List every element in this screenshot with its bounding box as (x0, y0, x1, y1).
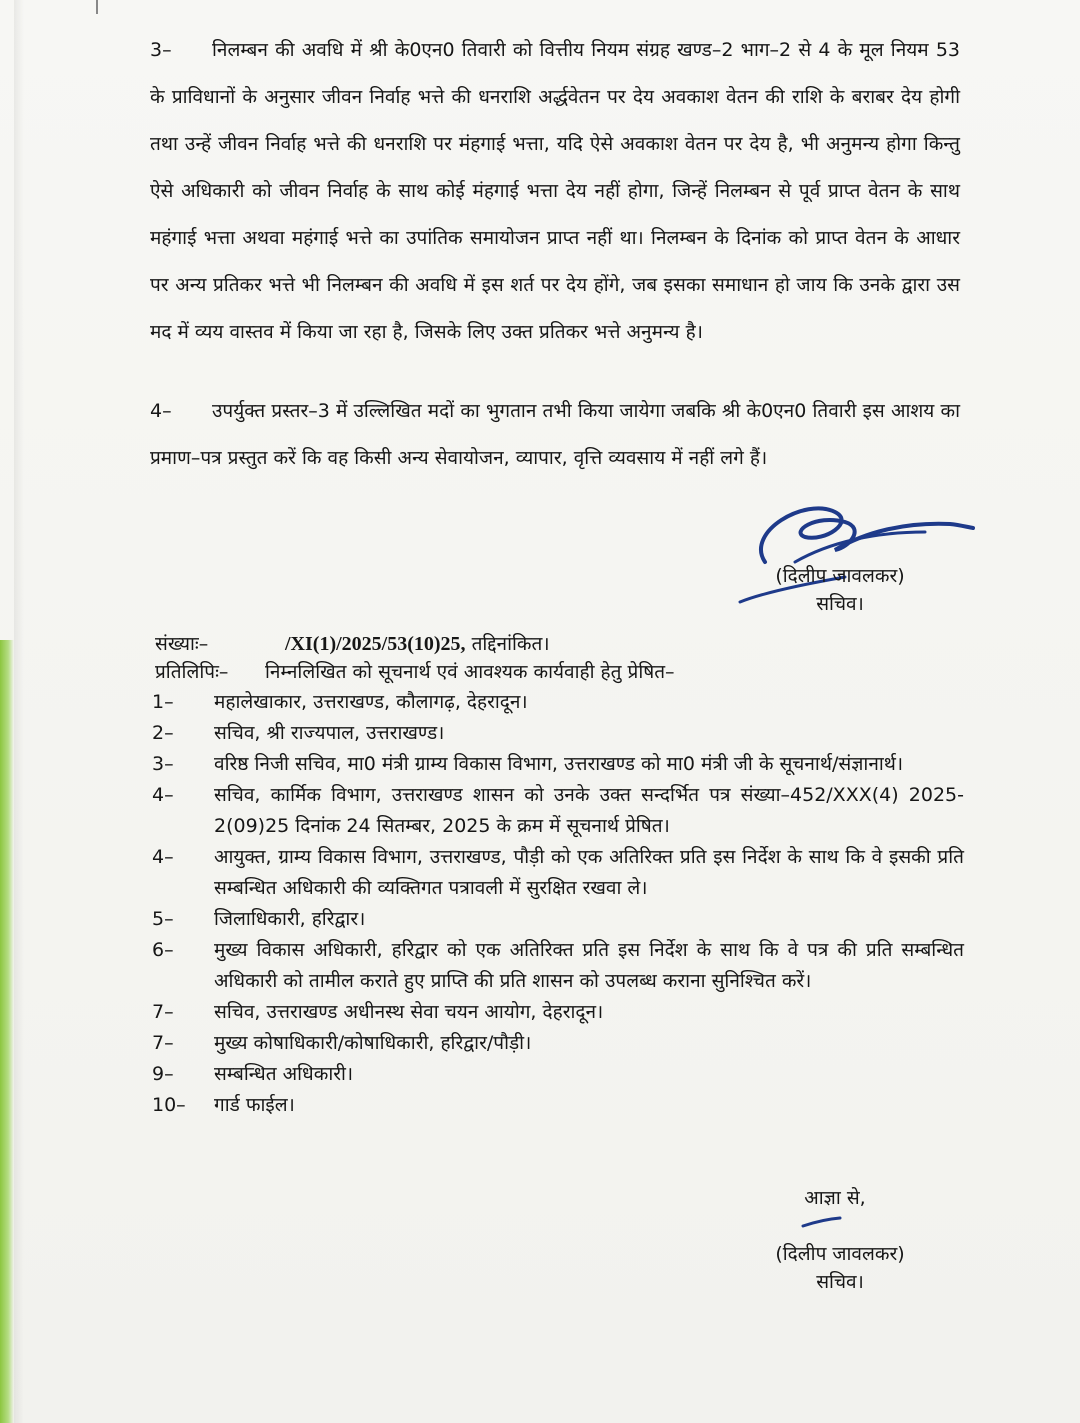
signature-block-2 (755, 1240, 925, 1296)
list-item (152, 842, 964, 904)
list-item (152, 1028, 964, 1059)
list-item (152, 997, 964, 1028)
list-text: सचिव, उत्तराखण्ड अधीनस्थ सेवा चयन आयोग, देहरादून। (214, 1001, 604, 1023)
green-edge-strip (0, 640, 14, 1423)
paragraph-number: 3– (150, 39, 172, 61)
list-text: सचिव, श्री राज्यपाल, उत्तराखण्ड। (214, 722, 445, 744)
list-text: वरिष्ठ निजी सचिव, मा0 मंत्री ग्राम्य विकास विभाग, उत्तराखण्ड को मा0 मंत्री जी के सूचनार्थ/संज्ञानार्थ। (214, 753, 904, 775)
reference-line (155, 630, 550, 656)
fold-shadow (14, 0, 24, 1423)
paragraph-text: निलम्बन की अवधि में श्री के0एन0 तिवारी को वित्तीय नियम संग्रह खण्ड–2 भाग–2 से 4 के मूल नियम 53 के प्राविधानों के अनुसार जीवन निर्वाह भत्ते की धनराशि अर्द्धवेतन पर देय अवकाश वेतन की राशि के बराबर देय होगी तथा उन्हें जीवन निर्वाह भत्ते की धनराशि पर मंहगाई भत्ता, यदि ऐसे अवकाश वेतन पर देय है, भी अनुमन्य होगा किन्तु ऐसे अधिकारी को जीवन निर्वाह के साथ कोई मंहगाई भत्ता देय नहीं होगा, जिन्हें निलम्बन से पूर्व प्राप्त वेतन के साथ महंगाई भत्ता अथवा महंगाई भत्ते का उपांतिक समायोजन प्राप्त नहीं था। निलम्बन के दिनांक को प्राप्त वेतन के आधार पर अन्य प्रतिकर भत्ते भी निलम्बन की अवधि में इस शर्त पर देय होंगे, जब इसका समाधान हो जाय कि उनके द्वारा उस मद में व्यय वास्तव में किया जा रहा है, जिसके लिए उक्त प्रतिकर भत्ते अनुमन्य है। (150, 39, 960, 343)
list-text: महालेखाकार, उत्तराखण्ड, कौलागढ़, देहरादून। (214, 691, 528, 713)
reference-label: संख्याः– (155, 633, 209, 655)
recipient-list (152, 687, 964, 1121)
list-text: सम्बन्धित अधिकारी। (214, 1063, 354, 1085)
list-number: 4– (152, 846, 174, 868)
list-number: 3– (152, 753, 174, 775)
list-number: 1– (152, 691, 174, 713)
copy-label: प्रतिलिपिः– (155, 661, 229, 683)
list-item (152, 780, 964, 842)
copy-text: निम्नलिखित को सूचनार्थ एवं आवश्यक कार्यवाही हेतु प्रेषित– (265, 661, 675, 683)
order-text: आज्ञा से, (804, 1187, 866, 1209)
top-mark (96, 0, 98, 14)
list-text: जिलाधिकारी, हरिद्वार। (214, 908, 366, 930)
paragraph-number: 4– (150, 400, 172, 422)
list-text: गार्ड फाईल। (214, 1094, 295, 1116)
list-text: मुख्य कोषाधिकारी/कोषाधिकारी, हरिद्वार/पौड़ी। (214, 1032, 532, 1054)
list-number: 9– (152, 1063, 174, 1085)
list-item (152, 749, 964, 780)
signatory-name: (दिलीप जावलकर) (775, 1243, 905, 1265)
list-item (152, 1059, 964, 1090)
reference-number: /XI(1)/2025/53(10)25, (285, 633, 466, 655)
list-number: 7– (152, 1032, 174, 1054)
list-item (152, 935, 964, 997)
paragraph-3 (150, 27, 960, 356)
reference-suffix: तद्दिनांकित। (471, 633, 550, 655)
list-number: 2– (152, 722, 174, 744)
list-item (152, 1090, 964, 1121)
paragraph-4 (150, 388, 960, 482)
list-number: 4– (152, 784, 174, 806)
list-item (152, 904, 964, 935)
list-text: मुख्य विकास अधिकारी, हरिद्वार को एक अतिरिक्त प्रति इस निर्देश के साथ कि वे पत्र की प्रति सम्बन्धित अधिकारी को तामील कराते हुए प्राप्ति की प्रति शासन को उपलब्ध कराना सुनिश्चित करें। (214, 939, 964, 992)
list-item (152, 687, 964, 718)
list-number: 5– (152, 908, 174, 930)
list-text: आयुक्त, ग्राम्य विकास विभाग, उत्तराखण्ड, पौड़ी को एक अतिरिक्त प्रति इस निर्देश के साथ कि वे इसकी प्रति सम्बन्धित अधिकारी की व्यक्तिगत पत्रावली में सुरक्षित रखवा ले। (214, 846, 964, 899)
signatory-designation: सचिव। (816, 1271, 864, 1293)
list-number: 10– (152, 1094, 186, 1116)
list-item (152, 718, 964, 749)
list-number: 7– (152, 1001, 174, 1023)
copy-line (155, 658, 675, 684)
signatory-designation: सचिव। (816, 593, 864, 615)
signature-block (755, 562, 925, 618)
paragraph-text: उपर्युक्त प्रस्तर–3 में उल्लिखित मदों का भुगतान तभी किया जायेगा जबकि श्री के0एन0 तिवारी इस आशय का प्रमाण–पत्र प्रस्तुत करें कि वह किसी अन्य सेवायोजन, व्यापार, वृत्ति व्यवसाय में नहीं लगे हैं। (150, 400, 960, 469)
initial-mark (800, 1214, 845, 1230)
list-number: 6– (152, 939, 174, 961)
list-text: सचिव, कार्मिक विभाग, उत्तराखण्ड शासन को उनके उक्त सन्दर्भित पत्र संख्या–452/XXX(4) 2025-2(09)25 दिनांक 24 सितम्बर, 2025 के क्रम में सूचनार्थ प्रेषित। (214, 784, 964, 837)
signatory-name: (दिलीप जावलकर) (775, 565, 905, 587)
